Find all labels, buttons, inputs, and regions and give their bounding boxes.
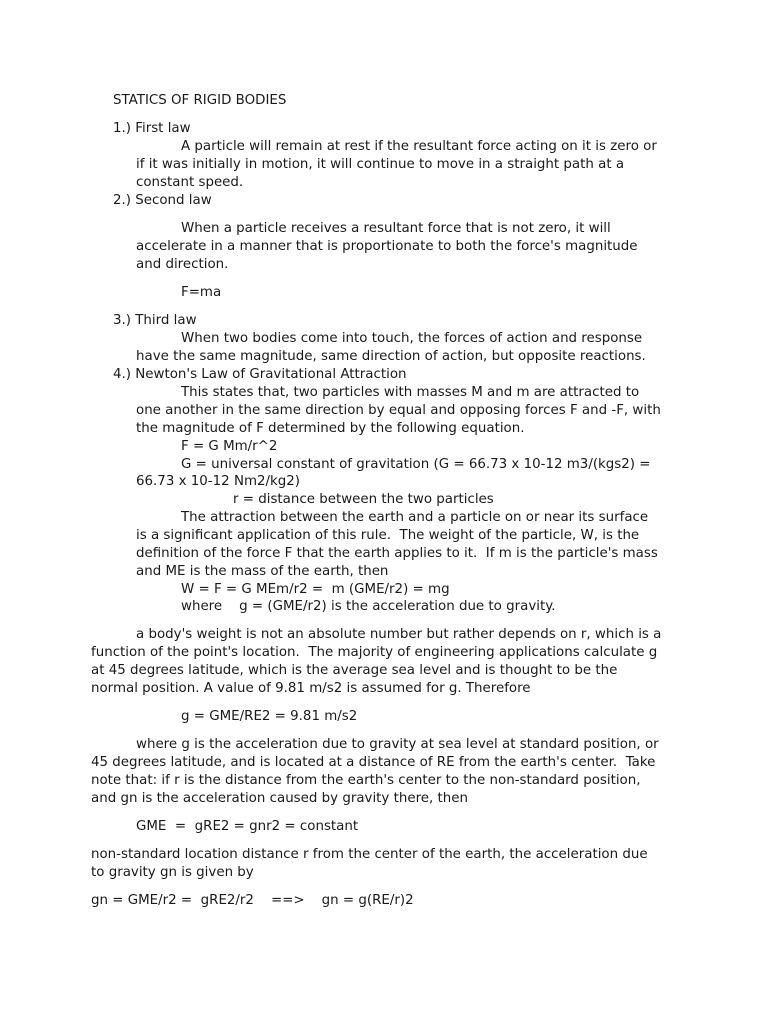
paragraph-line: 66.73 x 10-12 Nm2/kg2)	[136, 474, 301, 489]
paragraph-line: note that: if r is the distance from the earth's center to the non-standard position,	[91, 773, 641, 788]
paragraph-line: G = universal constant of gravitation (G = 66.73 x 10-12 m3/(kgs2) =	[181, 457, 651, 472]
section-heading-third-law: 3.) Third law	[113, 313, 197, 328]
paragraph-line: where g = (GME/r2) is the acceleration due to gravity.	[181, 599, 556, 614]
paragraph-line: r = distance between the two particles	[233, 492, 494, 507]
paragraph-line: accelerate in a manner that is proportionate to both the force's magnitude	[136, 239, 638, 254]
paragraph-line: and direction.	[136, 257, 229, 272]
paragraph-line: and ME is the mass of the earth, then	[136, 564, 389, 579]
paragraph-line: at 45 degrees latitude, which is the average sea level and is thought to be the	[91, 663, 618, 678]
paragraph-line: function of the point's location. The majority of engineering applications calculate g	[91, 645, 658, 660]
paragraph-line: one another in the same direction by equal and opposing forces F and -F, with	[136, 403, 661, 418]
paragraph-line: This states that, two particles with masses M and m are attracted to	[181, 385, 640, 400]
paragraph-line: non-standard location distance r from the center of the earth, the acceleration due	[91, 847, 648, 862]
paragraph-line: the magnitude of F determined by the following equation.	[136, 421, 525, 436]
section-heading-second-law: 2.) Second law	[113, 193, 212, 208]
section-heading-first-law: 1.) First law	[113, 121, 191, 136]
paragraph-line: if it was initially in motion, it will continue to move in a straight path at a	[136, 157, 625, 172]
paragraph-line: When a particle receives a resultant force that is not zero, it will	[181, 221, 611, 236]
paragraph-line: to gravity gn is given by	[91, 865, 254, 880]
paragraph-line: where g is the acceleration due to gravity at sea level at standard position, or	[136, 737, 659, 752]
paragraph-line: When two bodies come into touch, the forces of action and response	[181, 331, 643, 346]
paragraph-line: The attraction between the earth and a particle on or near its surface	[181, 510, 649, 525]
paragraph-line: is a significant application of this rule. The weight of the particle, W, is the	[136, 528, 640, 543]
paragraph-line: a body's weight is not an absolute number but rather depends on r, which is a	[136, 627, 662, 642]
equation-standard-gravity: g = GME/RE2 = 9.81 m/s2	[181, 709, 358, 724]
equation-gme-constant: GME = gRE2 = gnr2 = constant	[136, 819, 359, 834]
paragraph-line: and gn is the acceleration caused by gravity there, then	[91, 791, 469, 806]
section-heading-gravitation: 4.) Newton's Law of Gravitational Attraction	[113, 367, 407, 382]
paragraph-line: definition of the force F that the earth applies to it. If m is the particle's mass	[136, 546, 658, 561]
document-title: STATICS OF RIGID BODIES	[113, 93, 287, 108]
equation-weight: W = F = G MEm/r2 = m (GME/r2) = mg	[181, 582, 450, 597]
paragraph-line: constant speed.	[136, 175, 244, 190]
paragraph-line: normal position. A value of 9.81 m/s2 is assumed for g. Therefore	[91, 681, 531, 696]
paragraph-line: 45 degrees latitude, and is located at a distance of RE from the earth's center. Take	[91, 755, 656, 770]
equation-f-ma: F=ma	[181, 285, 222, 300]
equation-gravitation: F = G Mm/r^2	[181, 439, 278, 454]
paragraph-line: have the same magnitude, same direction of action, but opposite reactions.	[136, 349, 646, 364]
equation-gn: gn = GME/r2 = gRE2/r2 ==> gn = g(RE/r)2	[91, 893, 414, 908]
paragraph-line: A particle will remain at rest if the resultant force acting on it is zero or	[181, 139, 657, 154]
